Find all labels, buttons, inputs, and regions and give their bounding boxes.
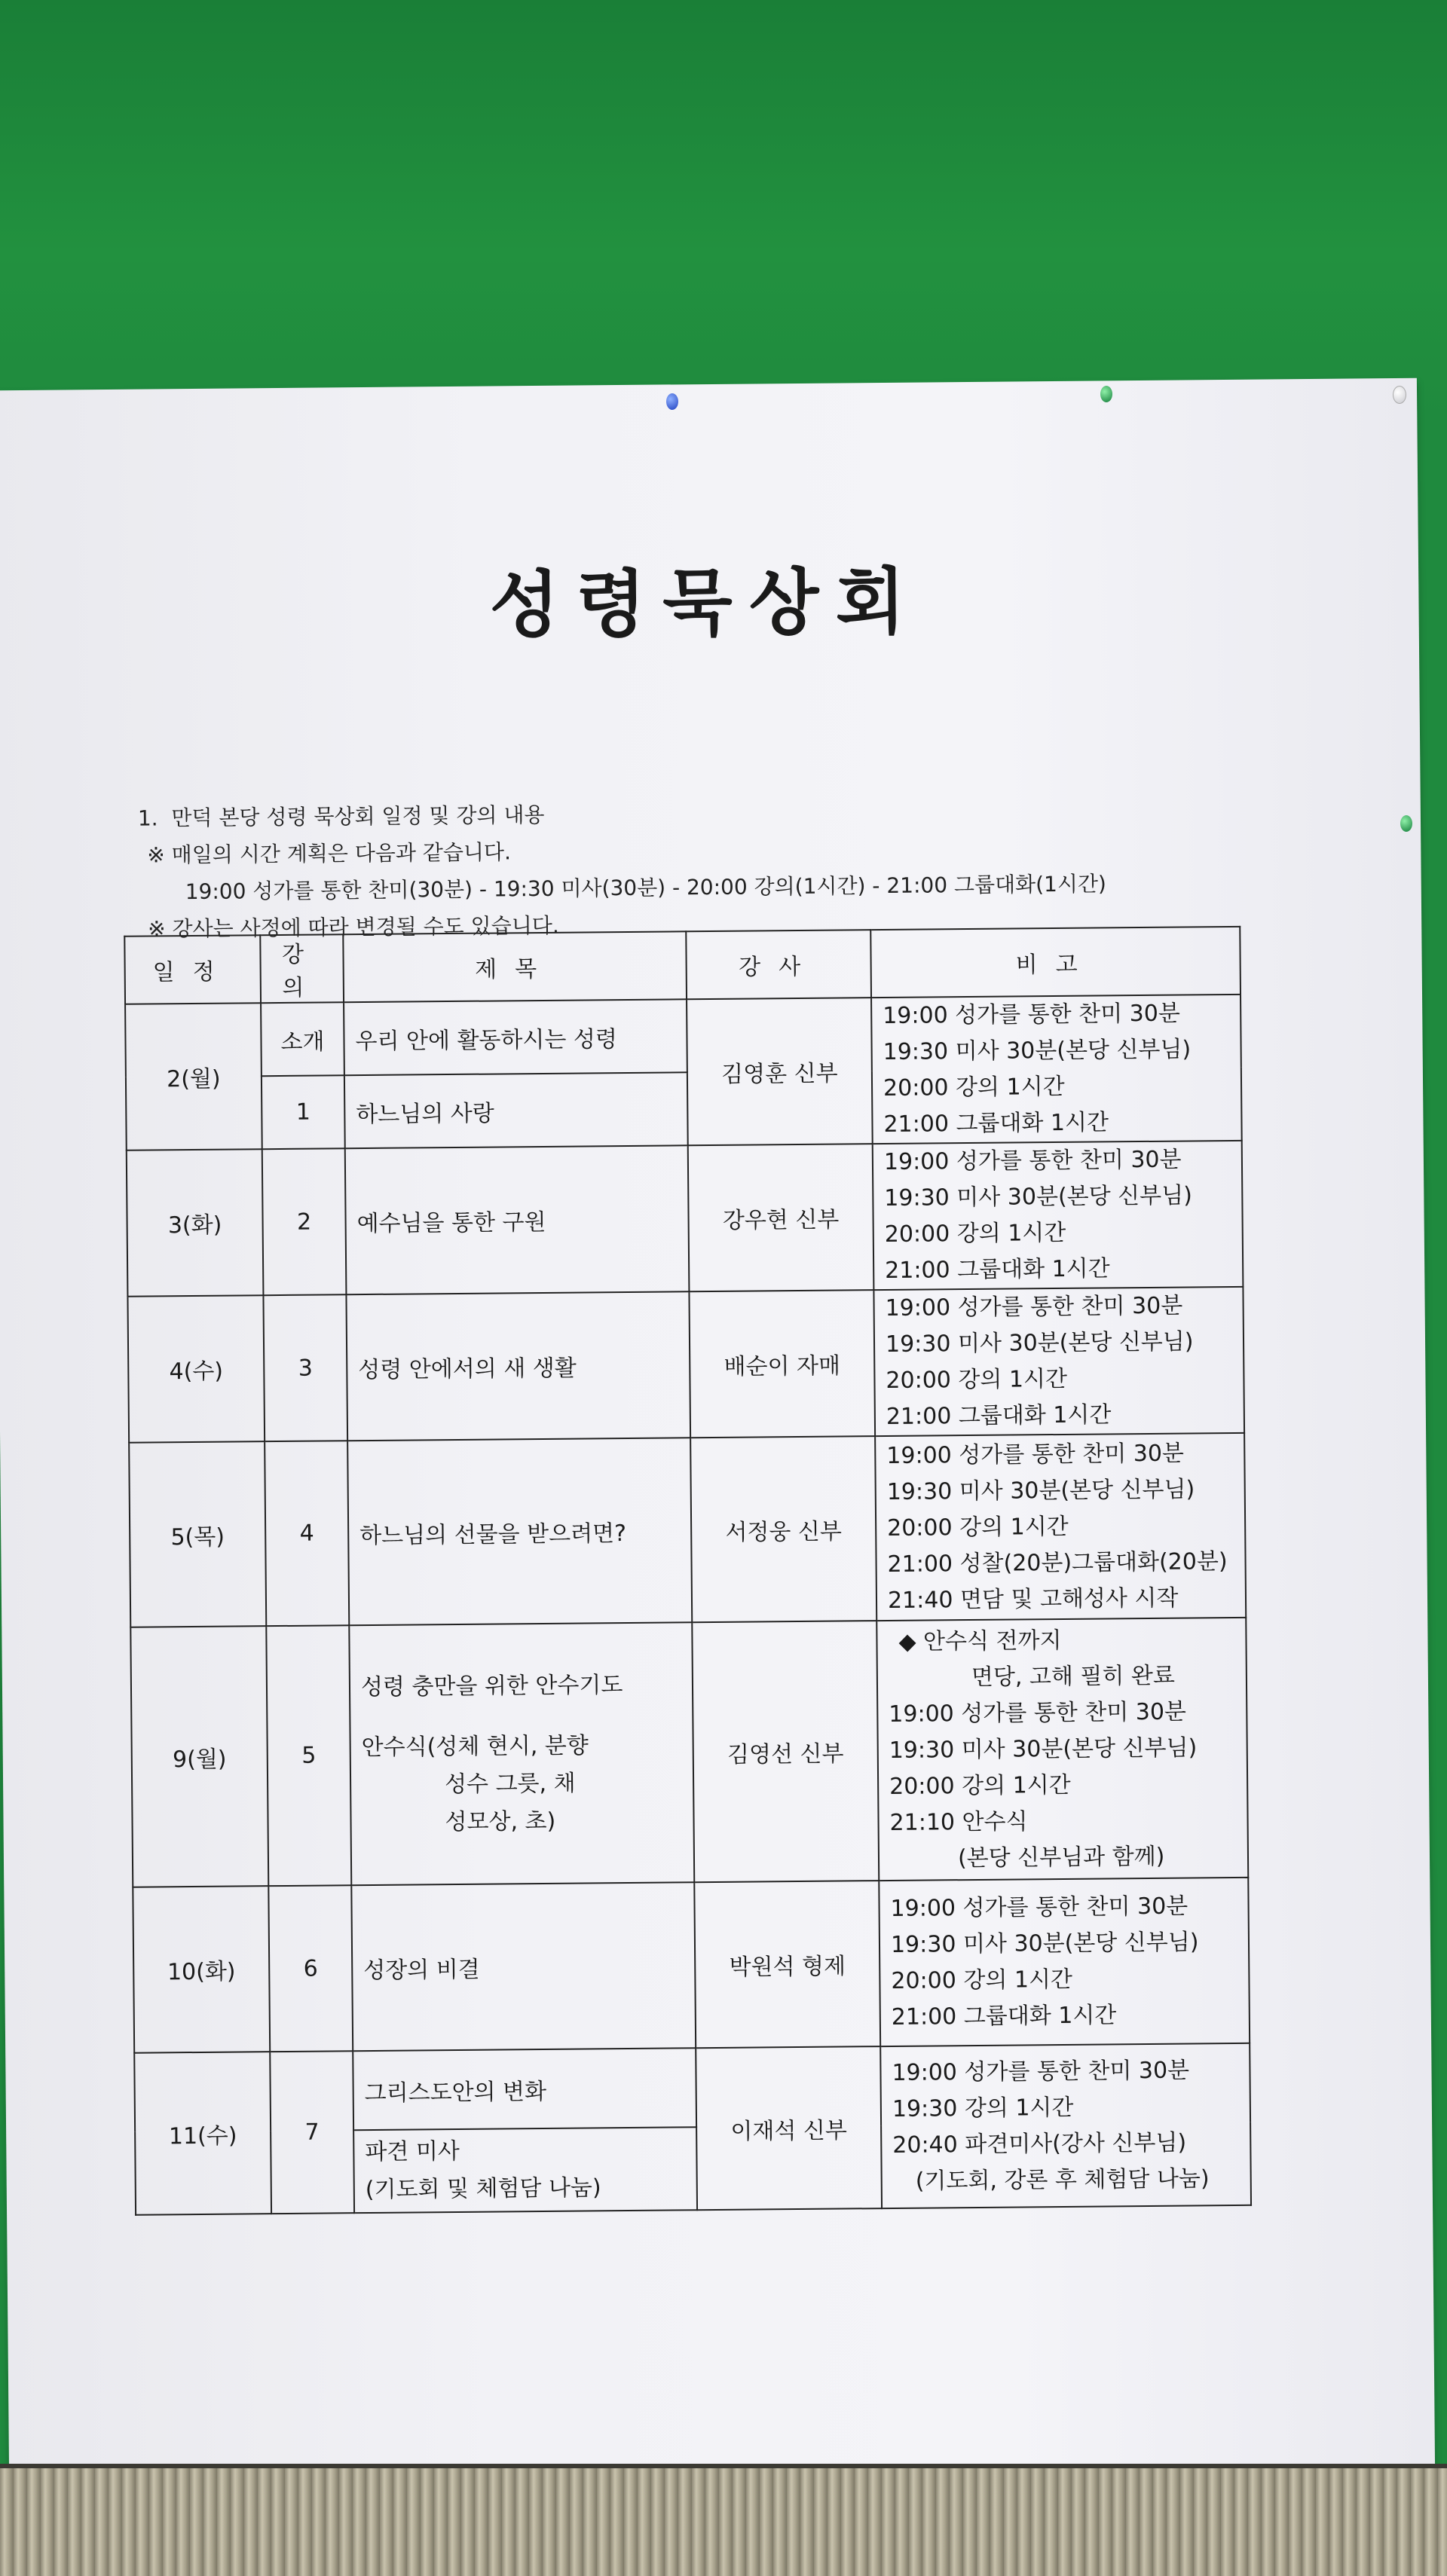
row-lecture-no: 소개 <box>261 1002 344 1076</box>
note-line: 19:30 미사 30분(본당 신부님) <box>889 1734 1198 1764</box>
note-line: 19:00 성가를 통한 찬미 30분 <box>883 1146 1182 1176</box>
note-line: 21:00 성찰(20분)그룹대화(20분) <box>887 1548 1228 1578</box>
row-date: 11(수) <box>134 2052 271 2215</box>
note-line: 20:00 강의 1시간 <box>891 1966 1073 1994</box>
pushpin-icon <box>1393 386 1406 404</box>
row-notes <box>880 2043 1251 2208</box>
note-line: 21:40 면담 및 고해성사 시작 <box>887 1584 1179 1614</box>
title-line <box>361 1704 681 1729</box>
row-title: 하느님의 사랑 <box>344 1072 688 1148</box>
note-line: 20:00 강의 1시간 <box>889 1771 1071 1800</box>
title-line: 성령 충만을 위한 안수기도 <box>360 1671 623 1701</box>
row-notes <box>873 1287 1244 1436</box>
note-line: (기도회, 강론 후 체험담 나눔) <box>915 2165 1210 2195</box>
row-date: 5(목) <box>129 1441 266 1627</box>
page-title: 성령묵상회 <box>489 559 922 648</box>
note-line: 19:30 미사 30분(본당 신부님) <box>885 1328 1194 1358</box>
row-title <box>349 1622 694 1885</box>
table-row <box>129 1433 1246 1627</box>
row-lecture-no: 1 <box>262 1075 345 1149</box>
row-speaker: 박원석 형제 <box>694 1881 880 2048</box>
note-line: 19:00 성가를 통한 찬미 30분 <box>886 1440 1185 1469</box>
row-title: 하느님의 선물을 받으려면? <box>347 1438 692 1625</box>
row-date: 3(화) <box>127 1149 264 1297</box>
row-title: 성령 안에서의 새 생활 <box>346 1291 690 1441</box>
pushpin-icon <box>1100 386 1112 402</box>
table-row <box>125 995 1241 1077</box>
note-line: 19:00 성가를 통한 찬미 30분 <box>892 2057 1190 2086</box>
note-line: 20:00 강의 1시간 <box>884 1219 1066 1248</box>
table-row <box>127 1287 1244 1443</box>
table-row <box>133 1878 1250 2053</box>
note-line: 20:00 강의 1시간 <box>883 1073 1065 1102</box>
header-notes: 비고 <box>870 927 1241 998</box>
row-title <box>353 2127 697 2213</box>
row-speaker: 이재석 신부 <box>696 2046 882 2210</box>
row-date: 4(수) <box>127 1295 265 1443</box>
picture-frame-border <box>0 2464 1447 2576</box>
row-lecture-no: 2 <box>262 1148 347 1295</box>
table-row <box>130 1618 1248 1887</box>
row-lecture-no: 7 <box>270 2051 354 2214</box>
note-line: 19:30 미사 30분(본당 신부님) <box>884 1182 1192 1212</box>
title-line: 성수 그릇, 채 <box>444 1770 576 1798</box>
row-title: 우리 안에 활동하시는 성령 <box>344 999 687 1075</box>
green-wall <box>0 0 1447 422</box>
note-line: 21:00 그룹대화 1시간 <box>891 2002 1117 2031</box>
row-speaker: 김영훈 신부 <box>687 998 873 1145</box>
title-line: 성모상, 초) <box>445 1807 556 1835</box>
note-line: (본당 신부님과 함께) <box>957 1843 1165 1872</box>
table-row <box>127 1141 1244 1297</box>
row-notes <box>871 995 1242 1144</box>
intro-line-2: ※ 매일의 시간 계획은 다음과 같습니다. <box>147 839 512 868</box>
note-line: 19:00 성가를 통한 찬미 30분 <box>885 1292 1183 1322</box>
row-date: 9(월) <box>130 1626 268 1887</box>
note-line: ◆ 안수식 전까지 <box>898 1627 1062 1655</box>
note-line: 20:00 강의 1시간 <box>887 1513 1069 1542</box>
note-line: 21:00 그룹대화 1시간 <box>885 1255 1110 1285</box>
row-notes <box>879 1878 1250 2046</box>
note-line: 19:30 미사 30분(본당 신부님) <box>886 1475 1195 1505</box>
title-line: 파견 미사 <box>365 2137 460 2166</box>
notice-paper <box>0 378 1435 2477</box>
note-line: 19:30 미사 30분(본당 신부님) <box>883 1036 1192 1066</box>
note-line: 19:30 미사 30분(본당 신부님) <box>890 1929 1199 1958</box>
note-line: 20:00 강의 1시간 <box>886 1365 1068 1394</box>
header-speaker: 강사 <box>686 930 871 999</box>
intro-line-3: 19:00 성가를 통한 찬미(30분) - 19:30 미사(30분) - 20:00 강의(1시간) - 21:00 그룹대화(1시간) <box>185 871 1107 905</box>
pushpin-icon <box>666 393 678 410</box>
row-lecture-no: 5 <box>266 1625 351 1886</box>
row-speaker: 강우현 신부 <box>688 1144 874 1291</box>
row-lecture-no: 4 <box>265 1441 349 1626</box>
note-line: 면당, 고해 필히 완료 <box>971 1662 1176 1691</box>
header-title: 제목 <box>343 931 687 1002</box>
note-line: 20:40 파견미사(강사 신부님) <box>892 2129 1187 2159</box>
title-line: 안수식(성체 현시, 분향 <box>361 1731 589 1761</box>
note-line: 21:00 그룹대화 1시간 <box>886 1401 1112 1430</box>
intro-line-4: ※ 강사는 사정에 따라 변경될 수도 있습니다. <box>148 912 559 942</box>
row-date: 10(화) <box>133 1886 270 2053</box>
note-line: 19:00 성가를 통한 찬미 30분 <box>883 1000 1181 1030</box>
row-notes <box>875 1433 1246 1621</box>
row-title: 예수님을 통한 구원 <box>345 1145 690 1294</box>
header-lecture: 강의 <box>260 934 344 1003</box>
row-notes <box>873 1141 1244 1290</box>
row-date: 2(월) <box>125 1003 262 1150</box>
table-row <box>134 2043 1250 2132</box>
row-lecture-no: 3 <box>263 1294 347 1441</box>
note-line: 21:10 안수식 <box>889 1807 1028 1836</box>
header-date: 일정 <box>124 935 261 1004</box>
row-title: 그리스도안의 변화 <box>353 2048 696 2130</box>
row-speaker: 서정웅 신부 <box>690 1436 876 1622</box>
row-speaker: 배순이 자매 <box>689 1290 875 1438</box>
pushpin-icon <box>1400 815 1412 832</box>
note-line: 19:30 강의 1시간 <box>892 2094 1074 2122</box>
note-line: 21:00 그룹대화 1시간 <box>883 1109 1109 1138</box>
row-lecture-no: 6 <box>268 1885 353 2052</box>
title-line: (기도회 및 체험담 나눔) <box>365 2174 601 2204</box>
intro-text <box>138 791 1107 947</box>
note-line: 19:00 성가를 통한 찬미 30분 <box>890 1893 1188 1922</box>
row-speaker: 김영선 신부 <box>692 1621 879 1882</box>
note-line: 19:00 성가를 통한 찬미 30분 <box>889 1698 1187 1728</box>
table-header-row <box>124 927 1241 1004</box>
row-title: 성장의 비결 <box>351 1882 696 2051</box>
intro-line-1: 1. 만덕 본당 성령 묵상회 일정 및 강의 내용 <box>137 802 545 831</box>
row-notes <box>876 1618 1248 1881</box>
schedule-table <box>124 926 1252 2216</box>
